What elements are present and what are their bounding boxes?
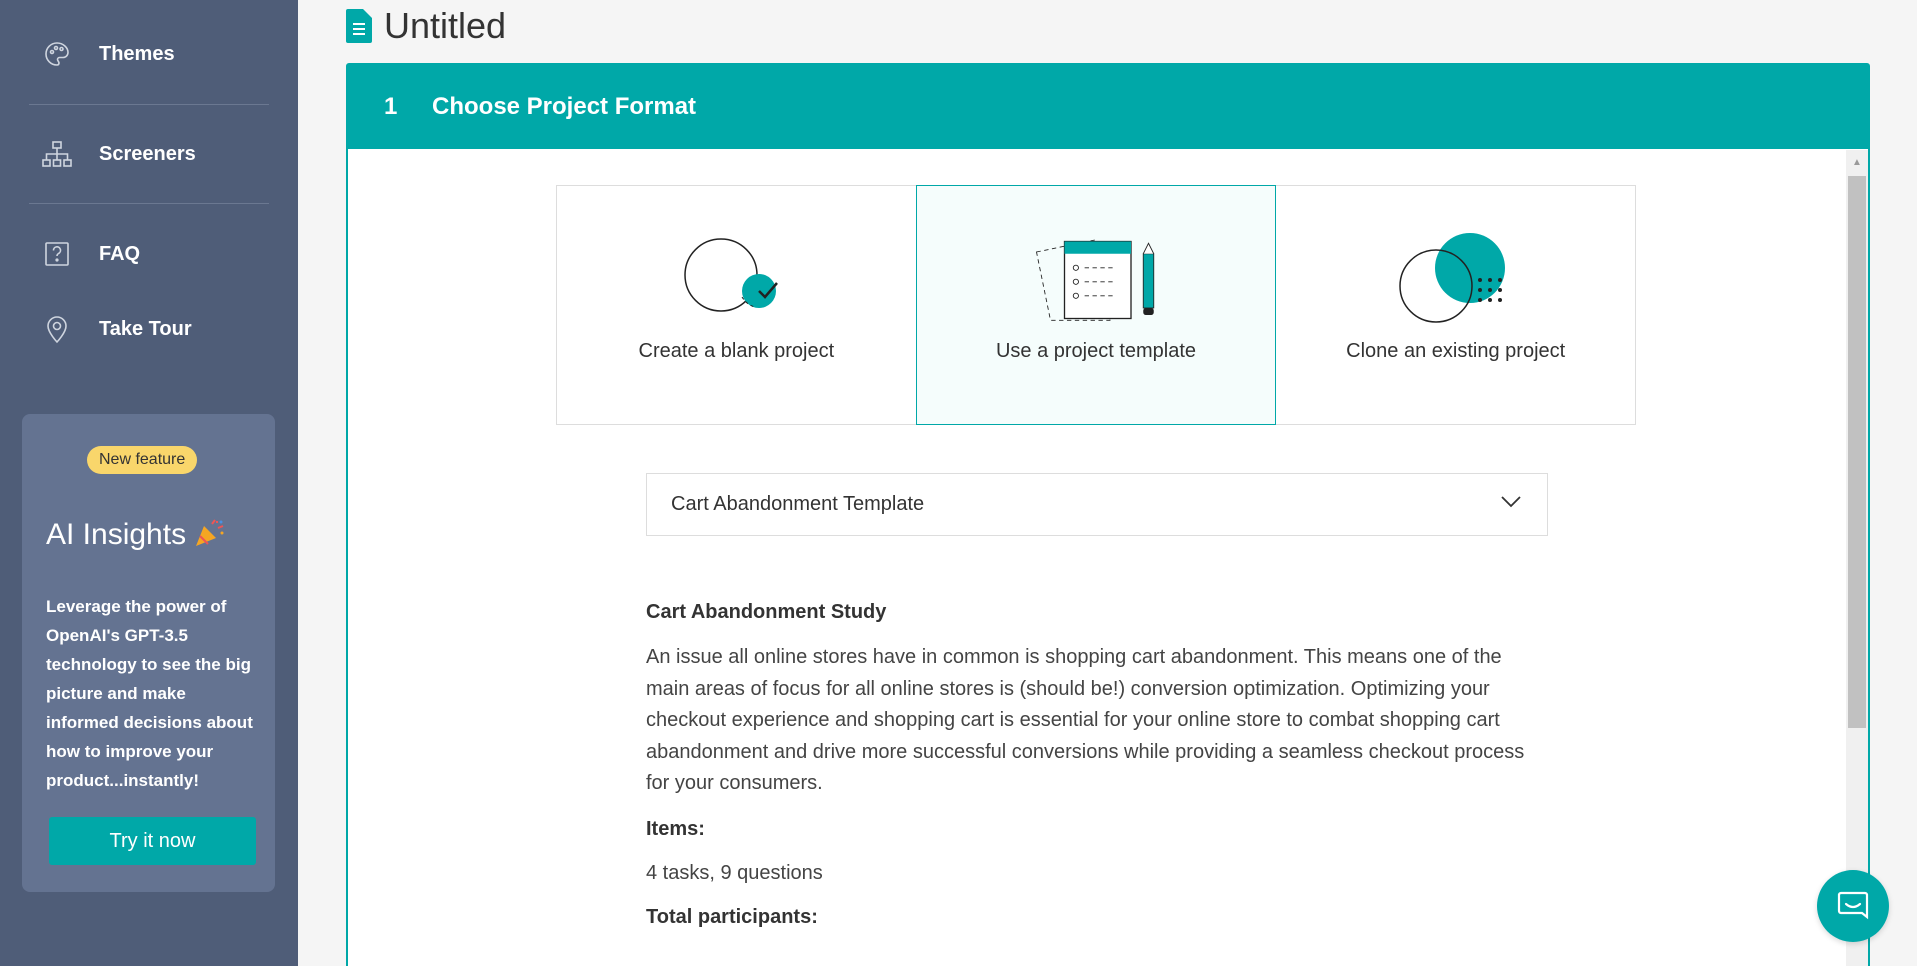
step-header[interactable] <box>348 65 1868 149</box>
step-number: 1 <box>384 93 398 120</box>
template-title: Cart Abandonment Study <box>646 601 887 623</box>
sidebar-item-label: FAQ <box>99 242 141 265</box>
map-pin-icon <box>41 313 73 345</box>
chevron-down-icon <box>1501 496 1521 508</box>
blank-project-icon <box>666 230 806 330</box>
question-icon <box>41 238 73 270</box>
sidebar-item-screeners[interactable] <box>29 104 269 204</box>
try-it-now-button[interactable]: Try it now <box>49 817 256 865</box>
template-select-value: Cart Abandonment Template <box>671 493 925 515</box>
party-popper-icon <box>194 518 226 548</box>
sidebar-item-label: Take Tour <box>99 317 192 340</box>
items-value: 4 tasks, 9 questions <box>646 861 823 884</box>
document-icon <box>346 9 372 43</box>
promo-title-text: AI Insights <box>46 518 187 551</box>
promo-description: Leverage the power of OpenAI's GPT-3.5 technology to see the big picture and make informed decisions about how to improve your product...instantly! <box>46 597 253 790</box>
scroll-up-arrow-icon[interactable]: ▲ <box>1852 156 1862 168</box>
project-template-icon <box>1026 230 1166 330</box>
template-description: An issue all online stores have in common is shopping cart abandonment. This means one of the main areas of focus for all online stores is (should be!) conversion optimization. Optimizing your checkout experience and shopping cart is essential for your online store to combat shopping cart abandonment and drive more successful conversions while providing a seamless checkout process for your consumers. <box>646 646 1525 794</box>
chat-launcher-button[interactable] <box>1817 870 1889 942</box>
sidebar-item-take-tour[interactable] <box>29 279 269 379</box>
promo-title <box>46 518 226 552</box>
format-card-label: Create a blank project <box>638 340 835 362</box>
step-title: Choose Project Format <box>432 93 697 120</box>
sitemap-icon <box>41 138 73 170</box>
scroll-thumb[interactable] <box>1848 176 1866 728</box>
format-card-blank[interactable] <box>556 185 917 425</box>
scrollbar[interactable] <box>1846 150 1868 966</box>
format-card-label: Clone an existing project <box>1346 340 1566 362</box>
ai-insights-promo <box>22 414 275 892</box>
palette-icon <box>41 38 73 70</box>
project-title[interactable]: Untitled <box>384 5 507 46</box>
template-details <box>646 601 1546 950</box>
format-options <box>556 185 1636 425</box>
participants-label: Total participants: <box>646 905 818 928</box>
format-card-clone[interactable] <box>1275 185 1636 425</box>
format-card-label: Use a project template <box>995 340 1197 362</box>
new-feature-badge: New feature <box>87 446 197 474</box>
format-card-template[interactable] <box>916 185 1277 425</box>
items-label: Items: <box>646 817 705 840</box>
sidebar-item-themes[interactable] <box>29 4 269 104</box>
page-title <box>346 4 506 48</box>
clone-project-icon <box>1386 230 1526 330</box>
chat-icon <box>1836 889 1870 923</box>
sidebar-item-label: Themes <box>99 42 175 65</box>
sidebar <box>0 0 298 966</box>
template-select[interactable] <box>646 473 1548 536</box>
sidebar-item-label: Screeners <box>99 142 196 165</box>
